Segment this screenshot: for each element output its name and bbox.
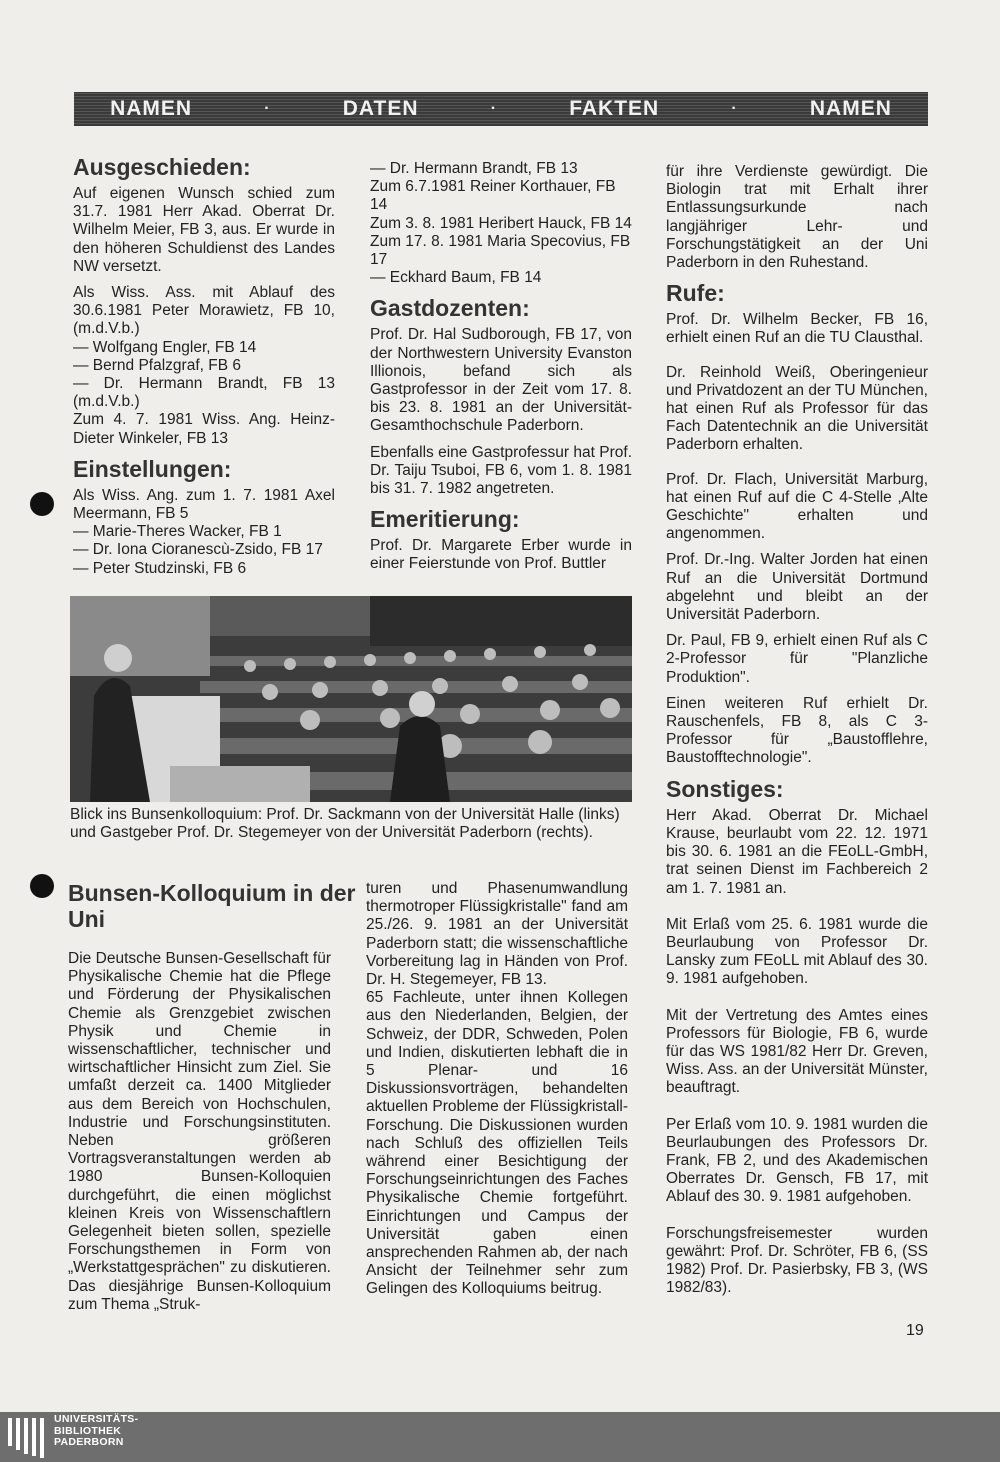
masthead-banner xyxy=(74,92,928,126)
list-item: — Dr. Iona Cioranescù-Zsido, FB 17 xyxy=(73,541,323,559)
list-item: — Dr. Hermann Brandt, FB 13 xyxy=(370,160,578,177)
paragraph: Prof. Dr. Wilhelm Becker, FB 16, erhielt einen Ruf an die TU Clausthal. xyxy=(666,311,928,347)
paragraph: Prof. Dr. Flach, Universität Marburg, hat einen Ruf auf die C 4-Stelle ‚Alte Geschichte" erhalten und angenommen. xyxy=(666,470,928,543)
photo-caption: Blick ins Bunsenkolloquium: Prof. Dr. Sackmann von der Universität Halle (links) und Gastgeber Prof. Dr. Stegemeyer von der Universität Paderborn (rechts). xyxy=(70,806,620,842)
list-item: — Peter Studzinski, FB 6 xyxy=(73,559,247,577)
binder-hole xyxy=(30,874,54,898)
list-item: — Dr. Hermann Brandt, FB 13 (m.d.V.b.) xyxy=(73,375,335,411)
library-footer xyxy=(0,1412,1000,1462)
paragraph: Prof. Dr. Margarete Erber wurde in einer Feierstunde von Prof. Buttler xyxy=(370,537,632,573)
library-logo-icon xyxy=(6,1416,46,1458)
heading-sonstiges: Sonstiges: xyxy=(666,775,784,802)
column-right xyxy=(666,163,928,1305)
list-item: Zum 17. 8. 1981 Maria Specovius, FB 17 xyxy=(370,232,631,269)
paragraph: Prof. Dr.-Ing. Walter Jorden hat einen Ruf an die Universität Dortmund abgelehnt und bleibt an der Universität Paderborn. xyxy=(666,551,928,624)
article-right-column xyxy=(366,880,628,1307)
masthead-word-4: NAMEN xyxy=(809,97,892,120)
library-name-line: BIBLIOTHEK xyxy=(54,1424,122,1437)
heading-rufe: Rufe: xyxy=(666,280,725,307)
list-item: Zum 3. 8. 1981 Heribert Hauck, FB 14 xyxy=(370,214,632,232)
heading-emeritierung: Emeritierung: xyxy=(370,506,520,533)
library-name-line: UNIVERSITÄTS- xyxy=(54,1413,139,1425)
list-item: — Eckhard Baum, FB 14 xyxy=(370,269,542,287)
heading-ausgeschieden: Ausgeschieden: xyxy=(73,154,251,180)
list-item: Zum 6.7.1981 Reiner Korthauer, FB 14 xyxy=(370,178,616,214)
list-item: — Marie-Theres Wacker, FB 1 xyxy=(73,523,282,541)
paragraph: Auf eigenen Wunsch schied zum 31.7. 1981 Herr Akad. Oberrat Dr. Wilhelm Meier, FB 3, aus. Er wurde in den höheren Schuldienst des Landes NW versetzt. xyxy=(73,185,335,275)
photo-illustration xyxy=(70,596,632,802)
masthead-word-3: FAKTEN xyxy=(569,97,660,120)
lecture-hall-photo xyxy=(70,596,632,802)
heading-gastdozenten: Gastdozenten: xyxy=(370,295,530,322)
paragraph: für ihre Verdienste gewürdigt. Die Biologin trat mit Erhalt ihrer Entlassungsurkunde nach langjähriger Lehr- und Forschungstätigkeit an der Uni Paderborn in den Ruhestand. xyxy=(666,163,928,272)
paragraph: Per Erlaß vom 10. 9. 1981 wurden die Beurlaubungen des Professors Dr. Frank, FB 2, und des Akademischen Oberrates Dr. Gensch, FB 17, mit Ablauf des 30. 9. 1981 aufgehoben. xyxy=(666,1115,928,1206)
paragraph: Zum 4. 7. 1981 Wiss. Ang. Heinz-Dieter Winkeler, FB 13 xyxy=(73,411,335,447)
paragraph: Einen weiteren Ruf erhielt Dr. Rauschenfels, FB 8, als C 3-Professor für „Baustofflehre, Baustofftechnologie". xyxy=(666,694,928,767)
page-number: 19 xyxy=(906,1322,924,1339)
paragraph: Ebenfalls eine Gastprofessur hat Prof. Dr. Taiju Tsuboi, FB 6, vom 1. 8. 1981 bis 31. 7. 1982 angetreten. xyxy=(370,443,632,498)
paragraph: Prof. Dr. Hal Sudborough, FB 17, von der Northwestern University Evanston Illionois, befand sich als Gastprofessor in der Zeit vom 17. 8. bis 23. 8. 1981 an der Universität-Gesamthochschule Paderborn. xyxy=(370,326,632,435)
library-name xyxy=(54,1414,138,1449)
masthead-word-1: NAMEN xyxy=(110,97,193,120)
paragraph: Dr. Reinhold Weiß, Oberingenieur und Privatdozent an der TU München, hat einen Ruf als Professor für das Fach Datentechnik an die Universität Paderborn erhalten. xyxy=(666,363,928,454)
masthead-word-2: DATEN xyxy=(342,97,419,120)
column-middle xyxy=(370,160,632,582)
paragraph: Als Wiss. Ang. zum 1. 7. 1981 Axel Meermann, FB 5 xyxy=(73,486,335,523)
article-title: Bunsen-Kolloquium in der Uni xyxy=(68,880,356,932)
list-item: — Bernd Pfalzgraf, FB 6 xyxy=(73,356,241,374)
paragraph: Die Deutsche Bunsen-Gesellschaft für Physikalische Chemie hat die Pflege und Förderung der Physikalischen Chemie als Grenzgebiet zwischen Physik und Chemie in wissenschaftlicher, technischer und wirtschaftlicher Hinsicht zum Ziel. Sie umfaßt derzeit ca. 1400 Mitglieder aus dem Bereich von Hochschulen, Industrie und Forschungsinstituten. Neben größeren Vortragsveranstaltungen werden ab 1980 Bunsen-Kolloquien durchgeführt, die einen möglichst kleinen Kreis von Wissenschaftlern Gelegenheit bieten sollen, spezielle Forschungsthemen in Form von „Werkstattgesprächen" zu diskutieren. Das diesjährige Bunsen-Kolloquium zum Thema „Struk- xyxy=(68,950,331,1313)
paragraph: turen und Phasenumwandlung thermotroper Flüssigkristalle" fand am 25./26. 9. 1981 an der Universität Paderborn statt; die wissenschaftliche Vorbereitung lag in Händen von Prof. Dr. H. Stegemeyer, FB 13. xyxy=(366,880,628,989)
paragraph: Forschungsfreisemester wurden gewährt: Prof. Dr. Schröter, FB 6, (SS 1982) Prof. Dr. Pasierbsky, FB 3, (WS 1982/83). xyxy=(666,1224,928,1297)
masthead-separator: · xyxy=(731,100,738,117)
masthead-separator: · xyxy=(490,100,498,117)
masthead-separator: · xyxy=(264,100,271,117)
list-item: — Wolfgang Engler, FB 14 xyxy=(73,338,257,356)
heading-einstellungen: Einstellungen: xyxy=(73,455,232,482)
binder-hole xyxy=(30,492,54,516)
article-left-column xyxy=(68,950,331,1322)
paragraph: 65 Fachleute, unter ihnen Kollegen aus den Niederlanden, Belgien, der Schweiz, der DDR, Schweden, Polen und Indien, diskutierten lebhaft die in 5 Plenar- und 16 Diskussionsvorträgen, behandelten aktuellen Probleme der Flüssigkristall-Forschung. Die Diskussionen wurden nach Schluß des offiziellen Teils während einer Besichtigung der Forschungseinrichtungen des Faches Physikalische Chemie fortgeführt. Einrichtungen und Campus der Universität gaben einen ansprechenden Rahmen ab, der nach Ansicht der Teilnehmer sehr zum Gelingen des Kolloquiums beitrug. xyxy=(366,989,628,1298)
paragraph: Mit Erlaß vom 25. 6. 1981 wurde die Beurlaubung von Professor Dr. Lansky zum FEoLL mit Ablauf des 30. 9. 1981 aufgehoben. xyxy=(666,915,928,988)
library-name-line: PADERBORN xyxy=(54,1436,124,1448)
paragraph: Mit der Vertretung des Amtes eines Professors für Biologie, FB 6, wurde für das WS 1981/82 Herr Dr. Greven, Wiss. Ass. an der Universität Münster, beauftragt. xyxy=(666,1006,928,1097)
paragraph: Herr Akad. Oberrat Dr. Michael Krause, beurlaubt vom 22. 12. 1971 bis 30. 6. 1981 an die FEoLL-GmbH, trat seinen Dienst im Fachbereich 2 am 1. 7. 1981 an. xyxy=(666,806,928,897)
column-left xyxy=(73,154,335,578)
paragraph: Als Wiss. Ass. mit Ablauf des 30.6.1981 Peter Morawietz, FB 10, (m.d.V.b.) xyxy=(73,284,335,338)
paragraph: Dr. Paul, FB 9, erhielt einen Ruf als C 2-Professor für "Planzliche Produktion". xyxy=(666,632,928,686)
